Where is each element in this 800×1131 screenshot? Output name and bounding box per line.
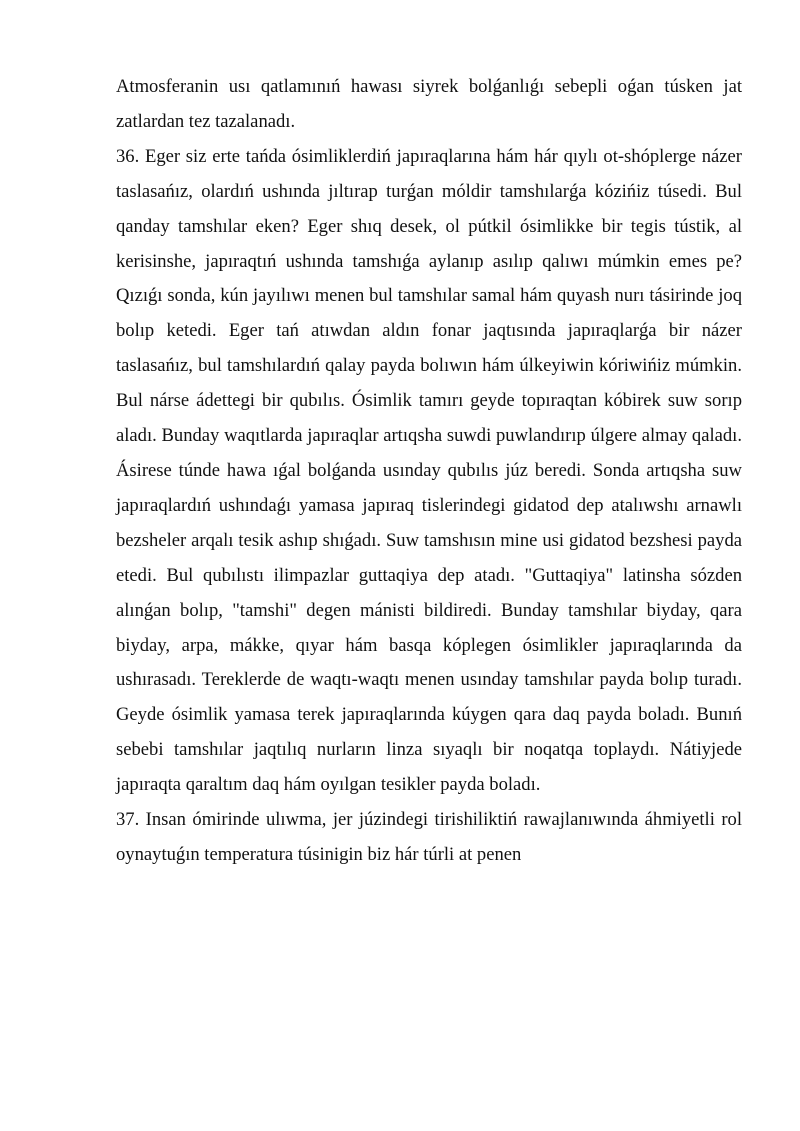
document-page [116, 70, 742, 873]
paragraph-atmosphere-continuation: Atmosferanin usı qatlamınıń hawası siyrek bolǵanlıǵı sebepli oǵan túsken jat zatlardan tez tazalanadı. [116, 76, 742, 132]
paragraph-item-37: 37. Insan ómirinde ulıwma, jer júzindegi tirishiliktiń rawajlanıwında áhmiyetli rol oynaytuǵın temperatura túsinigin biz hár túrli at penen [116, 809, 742, 865]
paragraph-item-36: 36. Eger siz erte tańda ósimliklerdiń japıraqlarına hám hár qıylı ot-shóplerge názer taslasańız, olardıń ushında jıltırap turǵan móldir tamshılarǵa kózińiz túsedi. Bul qanday tamshılar eken? Eger shıq desek, ol pútkil ósimlikke bir tegis tústik, al kerisinshe, japıraqtıń ushında tamshıǵa aylanıp asılıp qalıwı múmkin emes pe? Qızıǵı sonda, kún jayılıwı menen bul tamshılar samal hám quyash nurı tásirinde joq bolıp ketedi. Eger tań atıwdan aldın fonar jaqtısında japıraqlarǵa bir názer taslasańız, bul tamshılardıń qalay payda bolıwın hám úlkeyiwin kóriwińiz múmkin. Bul nárse ádettegi bir qubılıs. Ósimlik tamırı geyde topıraqtan kóbirek suw sorıp aladı. Bunday waqıtlarda japıraqlar artıqsha suwdi puwlandırıp úlgere almay qaladı. Ásirese túnde hawa ıǵal bolǵanda usınday qubılıs júz beredi. Sonda artıqsha suw japıraqlardıń ushındaǵı yamasa japıraq tislerindegi gidatod dep atalıwshı arnawlı bezsheler arqalı tesik ashıp shıǵadı. Suw tamshısın mine usi gidatod bezshesi payda etedi. Bul qubılıstı ilimpazlar guttaqiya dep atadı. "Guttaqiya" latinsha sózden alınǵan bolıp, "tamshi" degen mánisti bildiredi. Bunday tamshılar biyday, qara biyday, arpa, mákke, qıyar hám basqa kóplegen ósimlikler japıraqlarında da ushırasadı. Tereklerde de waqtı-waqtı menen usınday tamshılar payda bolıp turadı. Geyde ósimlik yamasa terek japıraqlarında kúygen qara daq payda boladı. Bunıń sebebi tamshılar jaqtılıq nurların linza sıyaqlı bir noqatqa toplaydı. Nátiyjede japıraqta qaraltım daq hám oyılgan tesikler payda boladı. [116, 145, 742, 796]
